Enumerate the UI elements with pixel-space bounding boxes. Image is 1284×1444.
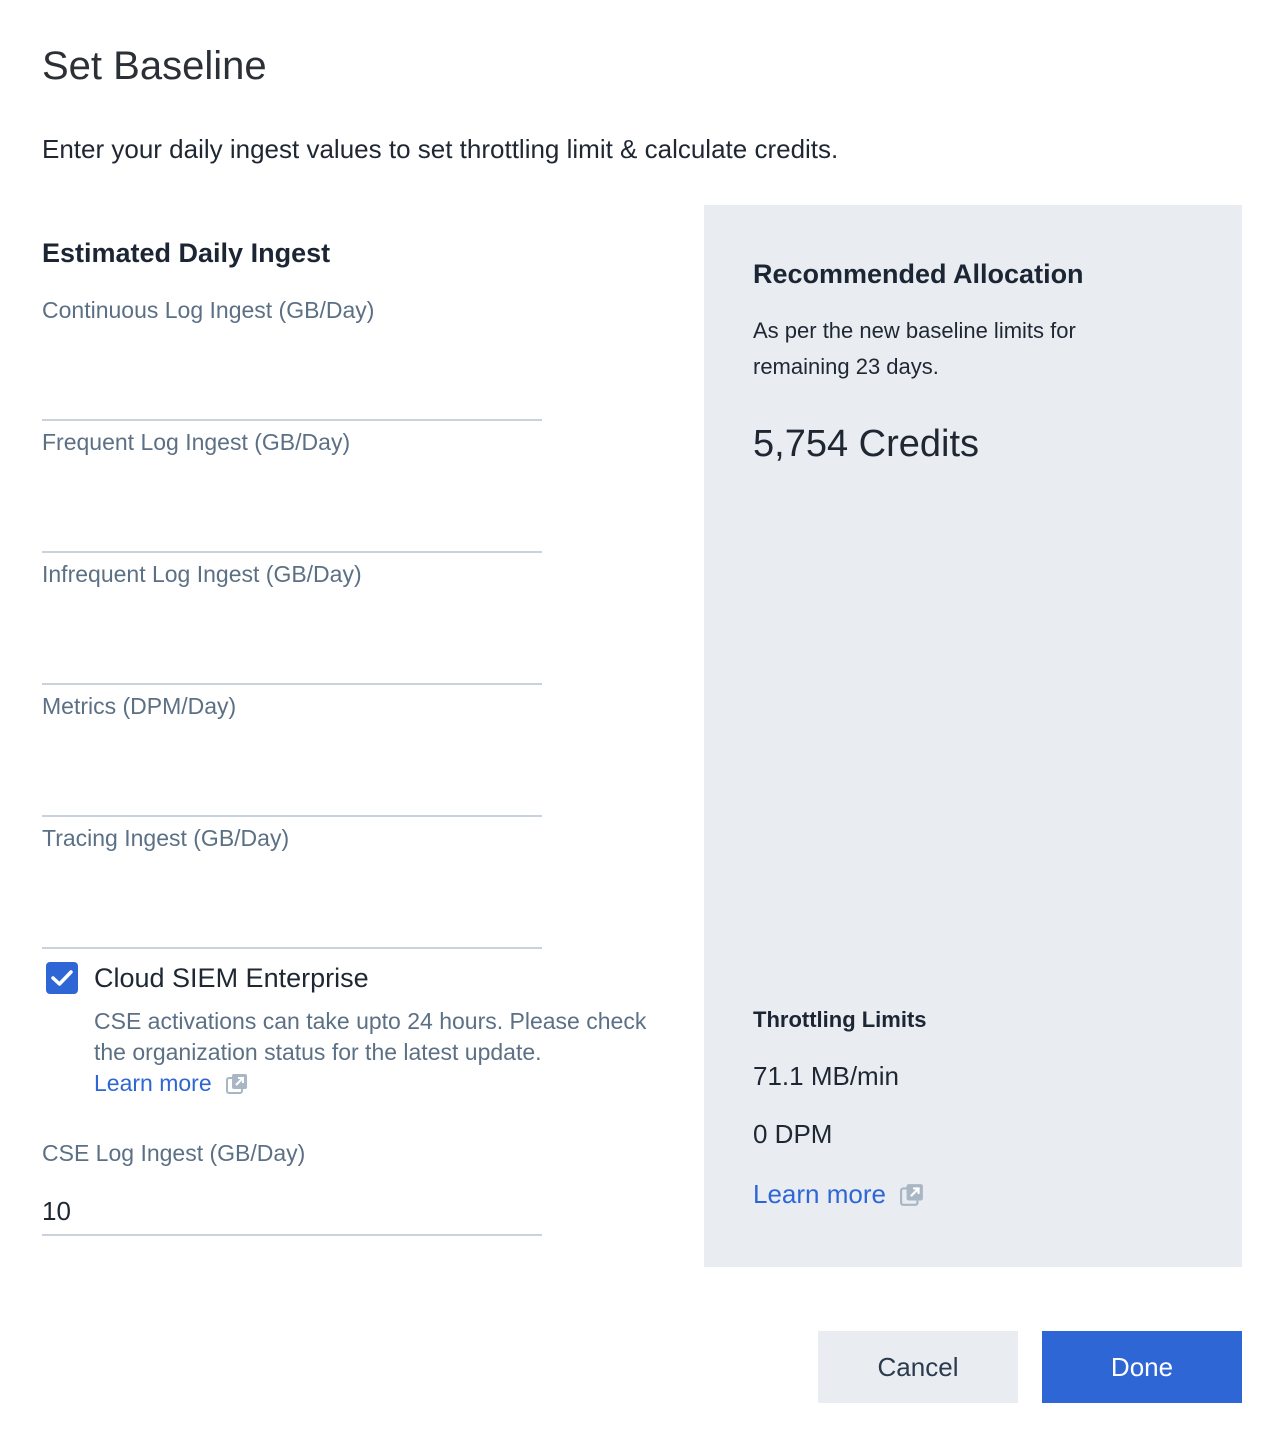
external-link-icon	[900, 1183, 924, 1207]
cancel-button[interactable]: Cancel	[818, 1331, 1018, 1403]
dialog-subtitle: Enter your daily ingest values to set throttling limit & calculate credits.	[42, 134, 839, 164]
cse-checkbox[interactable]	[46, 962, 78, 994]
tracing-input[interactable]	[42, 907, 542, 949]
throttling-dpm-value: 0 DPM	[753, 1119, 833, 1149]
metrics-field	[42, 693, 542, 825]
checkmark-icon	[51, 969, 73, 987]
infrequent-log-field	[42, 561, 542, 693]
external-link-icon	[226, 1073, 248, 1095]
infrequent-log-input[interactable]	[42, 643, 542, 685]
tracing-label: Tracing Ingest (GB/Day)	[42, 825, 290, 851]
cse-note-text: CSE activations can take upto 24 hours. Please check the organization status for the latest update.	[94, 1008, 647, 1065]
panel-description: As per the new baseline limits for remaining 23 days.	[753, 318, 1076, 379]
cse-checkbox-label[interactable]: Cloud SIEM Enterprise	[94, 962, 369, 993]
metrics-input[interactable]	[42, 775, 542, 817]
cse-log-field	[42, 1140, 542, 1250]
metrics-label: Metrics (DPM/Day)	[42, 693, 237, 719]
continuous-log-input[interactable]	[42, 379, 542, 421]
tracing-field	[42, 825, 542, 957]
frequent-log-label: Frequent Log Ingest (GB/Day)	[42, 429, 351, 455]
estimated-ingest-form	[42, 238, 652, 957]
recommended-allocation-panel	[704, 205, 1242, 1267]
continuous-log-field	[42, 297, 542, 429]
cse-learn-more-link[interactable]	[94, 1068, 248, 1099]
cse-log-input[interactable]	[42, 1194, 542, 1236]
cse-log-label: CSE Log Ingest (GB/Day)	[42, 1140, 306, 1166]
continuous-log-label: Continuous Log Ingest (GB/Day)	[42, 297, 375, 323]
infrequent-log-label: Infrequent Log Ingest (GB/Day)	[42, 561, 362, 587]
dialog-title: Set Baseline	[42, 44, 267, 88]
cse-checkbox-row	[46, 962, 369, 994]
cse-note	[94, 1006, 654, 1099]
section-heading: Estimated Daily Ingest	[42, 238, 331, 268]
panel-learn-more-link[interactable]	[753, 1179, 924, 1210]
frequent-log-input[interactable]	[42, 511, 542, 553]
cse-learn-more-label: Learn more	[94, 1070, 212, 1096]
credits-value: 5,754 Credits	[753, 423, 980, 465]
throttling-heading: Throttling Limits	[753, 1007, 927, 1032]
frequent-log-field	[42, 429, 542, 561]
done-button[interactable]: Done	[1042, 1331, 1242, 1403]
panel-learn-more-label: Learn more	[753, 1179, 886, 1209]
throttling-mb-value: 71.1 MB/min	[753, 1061, 899, 1091]
panel-heading: Recommended Allocation	[753, 259, 1084, 289]
